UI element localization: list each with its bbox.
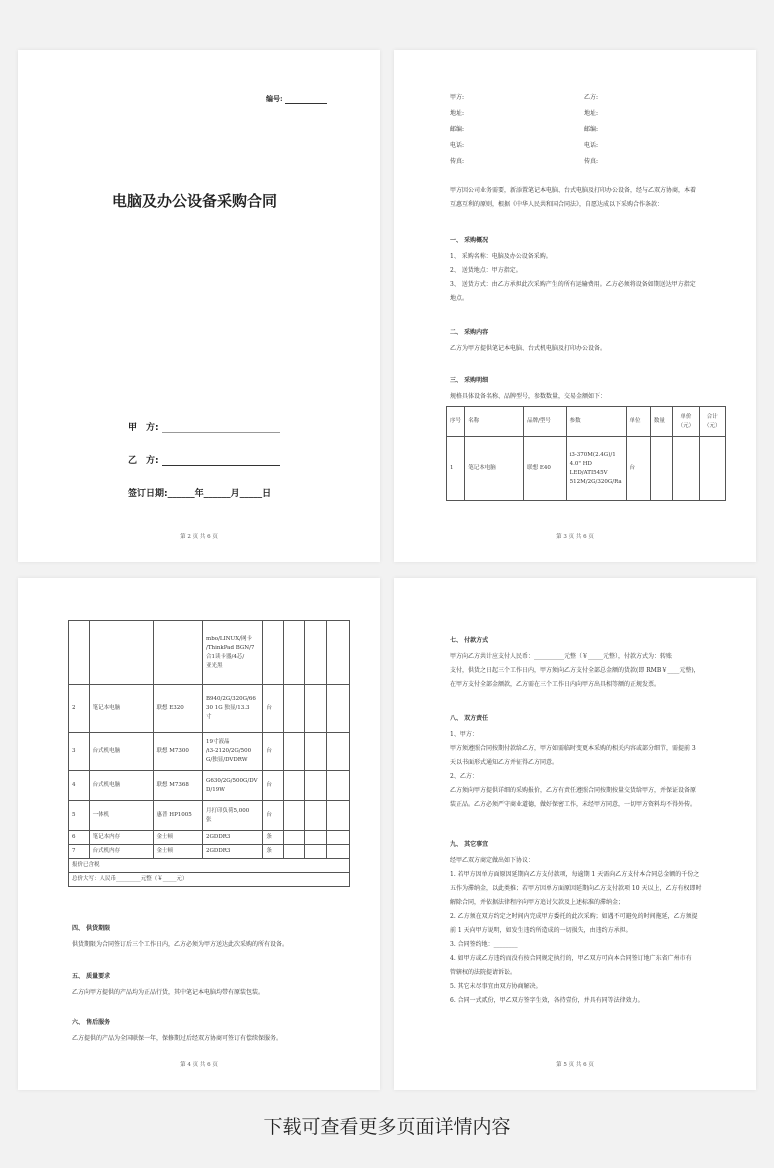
section-4 — [72, 922, 288, 952]
table-cell-spec — [203, 621, 263, 685]
field-label: 乙方: — [584, 94, 599, 101]
text-line: 6. 合同一式贰份，甲乙双方签字生效，各持壹份，并具有同等法律效力。 — [450, 997, 644, 1004]
table-cell — [263, 621, 284, 685]
table-cell-spec — [203, 685, 263, 733]
table-cell: 台 — [263, 771, 284, 801]
page-footer: 第 3 页 共 6 页 — [556, 534, 594, 540]
table-cell — [283, 831, 304, 845]
section-heading: 五、 质量要求 — [72, 973, 111, 980]
party-b-blank — [162, 465, 280, 466]
section-2 — [450, 326, 606, 356]
table-cell: 一体机 — [89, 801, 153, 831]
party-a-label: 甲 方: — [128, 423, 159, 433]
text-line: 经甲乙双方商定做出如下协议： — [450, 857, 535, 864]
section-heading: 九、 其它事宜 — [450, 841, 489, 848]
table-cell — [327, 685, 350, 733]
table-header-row — [447, 407, 726, 437]
table-cell: 6 — [69, 831, 90, 845]
text-line: 2. 乙方须在双方约定之时间内完成甲方委托的此次采购；如遇不可避免的时间拖延，乙方须提 — [450, 913, 698, 920]
party-a-blank — [162, 432, 280, 433]
table-cell: 笔记本电脑 — [89, 685, 153, 733]
section-heading: 三、 采购明细 — [450, 377, 489, 384]
text-line: 乙方提供的产品为全国联保一年，保修期过后经双方协商可签订有偿续保服务。 — [72, 1035, 283, 1042]
table-cell: 金士顿 — [153, 831, 202, 845]
section-heading: 六、 售后服务 — [72, 1019, 111, 1026]
page-footer: 第 4 页 共 6 页 — [180, 1062, 218, 1068]
table-row — [69, 831, 350, 845]
purchase-detail-table — [446, 406, 726, 501]
table-cell: 7 — [69, 845, 90, 859]
table-cell-spec — [203, 733, 263, 771]
table-cell — [699, 437, 725, 501]
table-cell — [304, 621, 327, 685]
download-caption: 下载可查看更多页面详情内容 — [263, 1116, 511, 1138]
table-cell-spec — [203, 771, 263, 801]
contract-number-text: 编号: — [266, 94, 283, 103]
text-line: 解除合同，并依据法律程序向甲方追讨欠款及上述标准的滞纳金； — [450, 899, 625, 906]
table-header-cell: 品牌/型号 — [524, 407, 567, 437]
table-cell: 笔记本电脑 — [465, 437, 524, 501]
table-cell — [650, 437, 672, 501]
table-row — [69, 801, 350, 831]
page-footer: 第 5 页 共 6 页 — [556, 1062, 594, 1068]
field-label: 地址: — [584, 110, 599, 117]
table-header-cell: 名称 — [465, 407, 524, 437]
table-cell: 3 — [69, 733, 90, 771]
table-header-cell: 数量 — [650, 407, 672, 437]
contract-page-5 — [394, 578, 756, 1090]
table-cell-spec — [566, 437, 626, 501]
table-row — [69, 771, 350, 801]
text-line: 装正品。乙方必须严守商业道德，做好保密工作，未经甲方同意，一切甲方资料均不得外传。 — [450, 801, 697, 808]
text-line: 3、 送货方式：由乙方承担此次采购产生的所有运输费用。乙方必须将设备如期送达甲方指定 — [450, 281, 696, 288]
table-cell — [327, 845, 350, 859]
text-line: 1. 若甲方因单方面原因延期向乙方支付款项，每逾期 1 天需向乙方支付本合同总金额的千份之 — [450, 871, 700, 878]
text-line: 供货期限为合同签订后三个工作日内，乙方必须为甲方送达此次采购的所有设备。 — [72, 941, 289, 948]
table-cell: 笔记本内存 — [89, 831, 153, 845]
table-cell: 惠普 HP1005 — [153, 801, 202, 831]
text-line: 乙方须向甲方提供详细的采购报价，乙方有责任遵照合同按期按量交货给甲方，并保证设备原 — [450, 787, 697, 794]
table-cell: 金士顿 — [153, 845, 202, 859]
text-line: 地点。 — [450, 295, 469, 302]
spec-line: 512M/2G/320G/Ra — [569, 478, 622, 485]
table-cell: 条 — [263, 845, 284, 859]
tax-note-cell: 报价已含税 — [69, 859, 350, 873]
total-amount-cell: 总价大写：人民币_________元整（￥_____元） — [69, 873, 350, 887]
table-row — [447, 437, 726, 501]
text-line: 甲方须遵照合同按期付款给乙方，甲方如需临时变更本采购的相关内容或部分细节，需提前 3 — [450, 745, 696, 752]
text-line: 支付，供货之日起三个工作日内，甲方须向乙方支付全部总金额的货款(即 RMB￥____元整)， — [450, 667, 700, 674]
field-label: 邮编: — [584, 126, 599, 133]
section-heading: 四、 供货期限 — [72, 925, 111, 932]
table-cell: 2GDDR3 — [203, 845, 263, 859]
party-b-fields — [584, 90, 598, 170]
section-heading: 八、 双方责任 — [450, 715, 489, 722]
table-cell: 台 — [263, 733, 284, 771]
field-label: 传真: — [450, 158, 465, 165]
table-cell — [327, 733, 350, 771]
contract-title: 电脑及办公设备采购合同 — [112, 192, 278, 210]
spec-line: G/独显/DVDRW — [206, 757, 248, 763]
table-cell — [673, 437, 699, 501]
field-label: 甲方: — [450, 94, 465, 101]
table-cell: 台式机电脑 — [89, 733, 153, 771]
contract-page-3 — [394, 50, 756, 562]
spec-line: /i3-2120/2G/500 — [206, 748, 252, 754]
table-cell: 台式机电脑 — [89, 771, 153, 801]
table-cell — [327, 621, 350, 685]
text-line: 前 1 天向甲方说明，如发生违约所造成的一切损失，由违约方承担。 — [450, 927, 632, 934]
party-a-fields — [450, 90, 464, 170]
text-line: 互惠互利的原则，根据《中华人民共和国合同法》，自愿达成以下采购合作条款： — [450, 201, 664, 208]
spec-line: 张 — [206, 816, 212, 823]
table-cell: 联想 E40 — [524, 437, 567, 501]
table-cell: 条 — [263, 831, 284, 845]
section-heading: 二、 采购内容 — [450, 329, 489, 336]
table-cell — [304, 801, 327, 831]
table-cell — [283, 621, 304, 685]
table-cell — [283, 845, 304, 859]
spec-line: 30 1G 独显/13.3 — [206, 705, 250, 711]
text-line: 3. 合同签约地：________ — [450, 941, 518, 948]
table-row — [69, 845, 350, 859]
table-cell — [304, 685, 327, 733]
table-cell: 1 — [447, 437, 465, 501]
section-9 — [450, 838, 701, 1008]
table-header-cell: 序号 — [447, 407, 465, 437]
table-cell: 4 — [69, 771, 90, 801]
page-footer: 第 2 页 共 6 页 — [180, 534, 218, 540]
party-b-row — [128, 453, 280, 466]
table-cell — [304, 831, 327, 845]
contract-number-blank — [285, 103, 327, 104]
table-cell — [327, 801, 350, 831]
table-header-cell: 参数 — [566, 407, 626, 437]
spec-line: LED/ATI545V — [569, 469, 608, 476]
text-line: 天以书面形式通知乙方并征得乙方同意。 — [450, 759, 559, 766]
spec-line: 19寸液晶 — [206, 739, 230, 745]
intro-paragraph — [450, 184, 696, 212]
text-line: 在甲方支付全部金额款，乙方需在三个工作日内向甲方出具相等额的正规发票。 — [450, 681, 661, 688]
table-cell: 台 — [263, 685, 284, 733]
purchase-detail-table-cont — [68, 620, 350, 887]
spec-line: 4.0" HD — [569, 460, 592, 467]
table-header-cell: 单位 — [626, 407, 650, 437]
section-5 — [72, 970, 264, 1000]
sign-date: 签订日期:______年______月_____日 — [128, 489, 272, 499]
text-line: 规格具体设备名称、品牌型号，参数数量，交易金额如下： — [450, 393, 607, 400]
contract-number-label — [266, 94, 327, 104]
table-cell — [327, 771, 350, 801]
text-line: 2、乙方： — [450, 773, 478, 780]
text-line: 2、 送货地点：甲方指定。 — [450, 267, 522, 274]
text-line: 乙方向甲方提供的产品均为正品行货，其中笔记本电脑均带有原装包装。 — [72, 989, 265, 996]
section-heading: 七、 付款方式 — [450, 637, 489, 644]
table-cell — [327, 831, 350, 845]
field-label: 邮编: — [450, 126, 465, 133]
spec-line: 寸 — [206, 714, 212, 720]
spec-line: 合1读卡器/4芯/ — [206, 653, 245, 660]
spec-line: G630/2G/500G/DV — [206, 777, 258, 784]
table-row — [69, 733, 350, 771]
table-row — [69, 873, 350, 887]
table-cell — [304, 771, 327, 801]
party-b-label: 乙 方: — [128, 456, 159, 466]
table-row — [69, 859, 350, 873]
table-cell — [304, 845, 327, 859]
field-label: 地址: — [450, 110, 465, 117]
text-line: 甲方向乙方共计应支付人民币：__________元整（￥_____元整），付款方式为：转账 — [450, 653, 673, 660]
text-line: 乙方为甲方提供笔记本电脑、台式机电脑及打印办公设备。 — [450, 345, 607, 352]
section-3 — [450, 374, 606, 404]
table-cell — [283, 771, 304, 801]
spec-line: 亚光黑 — [206, 662, 223, 669]
party-a-row — [128, 420, 280, 433]
table-cell: 2 — [69, 685, 90, 733]
text-line: 1、甲方： — [450, 731, 478, 738]
spec-line: mbo/LINUX/网卡 — [206, 635, 252, 642]
table-cell — [153, 621, 202, 685]
table-cell: 台 — [626, 437, 650, 501]
text-line: 管辖权的法院提请诉讼。 — [450, 969, 517, 976]
table-cell: 联想 M7368 — [153, 771, 202, 801]
table-cell: 联想 M7300 — [153, 733, 202, 771]
section-heading: 一、 采购概况 — [450, 237, 489, 244]
field-label: 传真: — [584, 158, 599, 165]
table-cell: 5 — [69, 801, 90, 831]
spec-line: D/19W — [206, 786, 225, 793]
table-cell: 台式机内存 — [89, 845, 153, 859]
table-cell: 台 — [263, 801, 284, 831]
table-cell — [283, 801, 304, 831]
section-8 — [450, 712, 696, 812]
spec-line: i3-370M(2.4G)/1 — [569, 451, 616, 458]
spec-line: /ThinkPad BGN/7 — [206, 644, 255, 651]
spec-line: B940/2G/320G/66 — [206, 696, 256, 702]
section-7 — [450, 634, 700, 692]
table-header-cell: 合计（元） — [699, 407, 725, 437]
text-line: 4. 如甲方或乙方违约而没有按合同规定执行的，甲乙双方可向本合同签订地广东省广州市有 — [450, 955, 692, 962]
table-header-cell: 单价（元） — [673, 407, 699, 437]
table-cell — [283, 733, 304, 771]
table-cell: 2GDDR3 — [203, 831, 263, 845]
contract-page-cover — [18, 50, 380, 562]
table-cell-spec — [203, 801, 263, 831]
contract-page-4 — [18, 578, 380, 1090]
table-cell — [283, 685, 304, 733]
table-cell — [69, 621, 90, 685]
text-line: 五作为滞纳金，以此类推；若甲方因单方面原因延期向乙方支付款项 10 天以上，乙方有权即时 — [450, 885, 702, 892]
table-row — [69, 621, 350, 685]
text-line: 1、 采购名称：电脑及办公设备采购。 — [450, 253, 552, 260]
table-cell — [89, 621, 153, 685]
section-6 — [72, 1016, 282, 1046]
text-line: 甲方因公司业务需要，新添置笔记本电脑、台式电脑及打印办公设备，经与乙双方协商，本着 — [450, 187, 697, 194]
spec-line: 月打印负荷5,000 — [206, 807, 250, 814]
table-cell — [304, 733, 327, 771]
text-line: 5. 其它未尽事宜由双方协商解决。 — [450, 983, 542, 990]
table-cell: 联想 E320 — [153, 685, 202, 733]
table-row — [69, 685, 350, 733]
field-label: 电话: — [584, 142, 599, 149]
field-label: 电话: — [450, 142, 465, 149]
section-1 — [450, 234, 696, 306]
